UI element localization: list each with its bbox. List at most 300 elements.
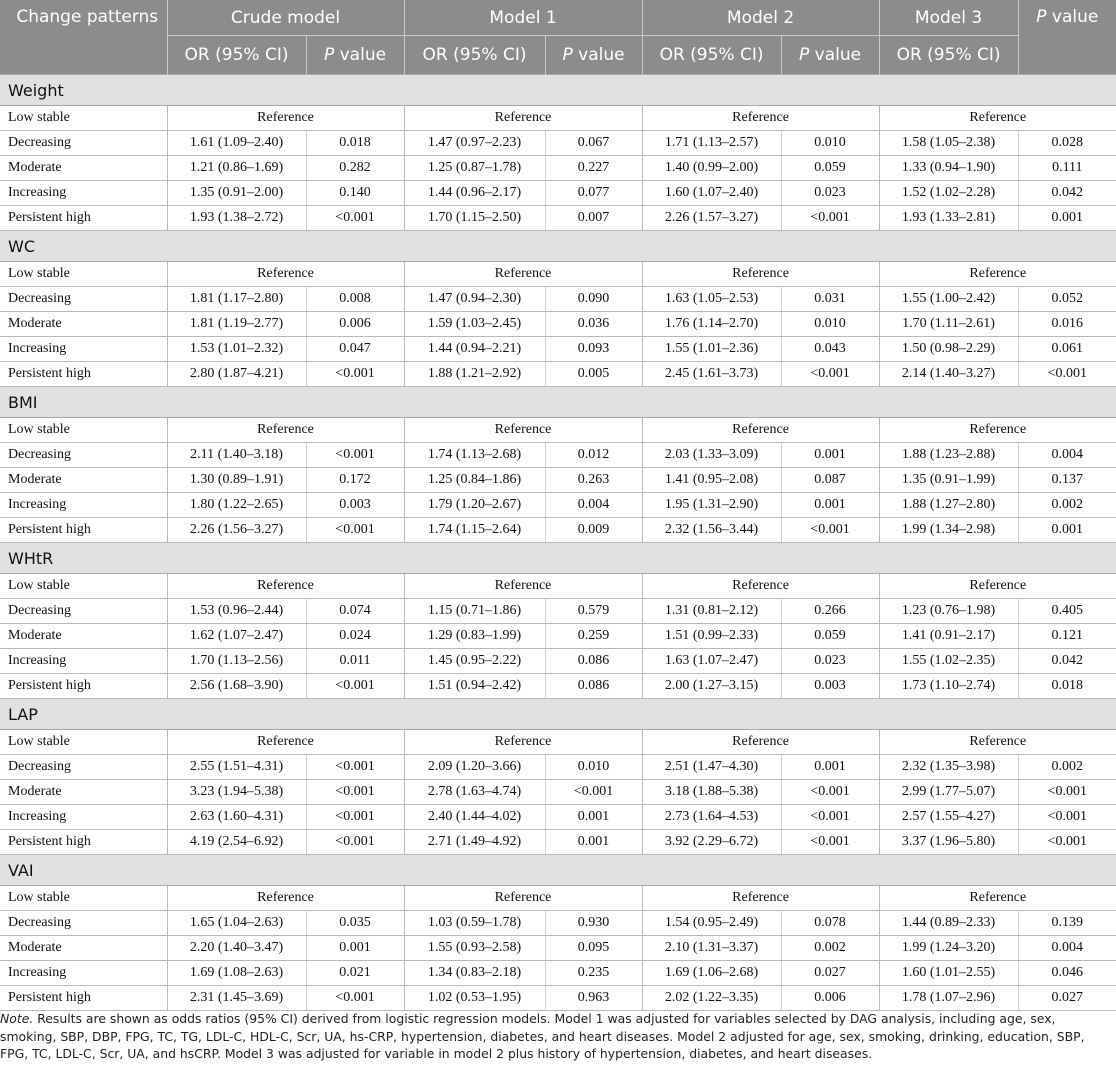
or-ci-cell: 1.81 (1.17–2.80) [167,287,306,312]
reference-cell: Reference [404,262,642,287]
or-ci-cell: 2.57 (1.55–4.27) [879,805,1018,830]
sub-or-ci: OR (95% CI) [404,36,545,75]
p-value-cell: 0.001 [545,805,642,830]
row-label: Decreasing [0,599,167,624]
p-value-cell: 0.011 [306,649,404,674]
group-row [0,75,1116,106]
or-ci-cell: 1.60 (1.07–2.40) [642,181,781,206]
p-value-cell: <0.001 [1018,362,1116,387]
table-row [0,755,1116,780]
p-value-cell: 0.266 [781,599,879,624]
or-ci-cell: 1.74 (1.15–2.64) [404,518,545,543]
p-value-cell: 0.016 [1018,312,1116,337]
or-ci-cell: 1.35 (0.91–2.00) [167,181,306,206]
or-ci-cell: 1.63 (1.07–2.47) [642,649,781,674]
row-label: Persistent high [0,830,167,855]
or-ci-cell: 1.58 (1.05–2.38) [879,131,1018,156]
p-value-cell: 0.008 [306,287,404,312]
or-ci-cell: 1.62 (1.07–2.47) [167,624,306,649]
p-value-cell: 0.042 [1018,649,1116,674]
or-ci-cell: 2.11 (1.40–3.18) [167,443,306,468]
or-ci-cell: 1.70 (1.13–2.56) [167,649,306,674]
or-ci-cell: 1.73 (1.10–2.74) [879,674,1018,699]
row-label: Decreasing [0,287,167,312]
or-ci-cell: 3.92 (2.29–6.72) [642,830,781,855]
p-value-cell: 0.074 [306,599,404,624]
p-value-cell: <0.001 [306,362,404,387]
col-model1: Model 1 [404,0,642,36]
p-value-cell: 0.004 [1018,443,1116,468]
p-value-cell: <0.001 [306,206,404,231]
or-ci-cell: 1.40 (0.99–2.00) [642,156,781,181]
p-value-cell: 0.078 [781,911,879,936]
reference-cell: Reference [642,262,879,287]
or-ci-cell: 1.35 (0.91–1.99) [879,468,1018,493]
or-ci-cell: 1.30 (0.89–1.91) [167,468,306,493]
or-ci-cell: 1.44 (0.89–2.33) [879,911,1018,936]
group-row [0,699,1116,730]
or-ci-cell: 3.18 (1.88–5.38) [642,780,781,805]
table-row [0,493,1116,518]
col-model2: Model 2 [642,0,879,36]
p-value-cell: <0.001 [306,780,404,805]
row-label: Increasing [0,805,167,830]
p-value-cell: <0.001 [545,780,642,805]
table-row [0,886,1116,911]
p-value-cell: <0.001 [1018,830,1116,855]
p-value-cell: 0.111 [1018,156,1116,181]
group-row [0,543,1116,574]
or-ci-cell: 1.55 (1.02–2.35) [879,649,1018,674]
row-label: Moderate [0,624,167,649]
reference-cell: Reference [642,730,879,755]
reference-cell: Reference [642,106,879,131]
group-label: BMI [0,387,1116,418]
or-ci-cell: 1.47 (0.97–2.23) [404,131,545,156]
p-value-cell: 0.140 [306,181,404,206]
reference-cell: Reference [642,418,879,443]
p-value-cell: 0.018 [306,131,404,156]
row-label: Moderate [0,936,167,961]
or-ci-cell: 2.71 (1.49–4.92) [404,830,545,855]
p-value-cell: 0.036 [545,312,642,337]
p-value-cell: 0.002 [781,936,879,961]
reference-cell: Reference [879,574,1116,599]
or-ci-cell: 1.95 (1.31–2.90) [642,493,781,518]
reference-cell: Reference [879,886,1116,911]
or-ci-cell: 1.71 (1.13–2.57) [642,131,781,156]
or-ci-cell: 1.69 (1.06–2.68) [642,961,781,986]
col-change-patterns: Change patterns [0,0,167,75]
p-value-cell: 0.012 [545,443,642,468]
or-ci-cell: 1.78 (1.07–2.96) [879,986,1018,1011]
or-ci-cell: 2.26 (1.57–3.27) [642,206,781,231]
p-value-cell: 0.095 [545,936,642,961]
or-ci-cell: 2.03 (1.33–3.09) [642,443,781,468]
table-row [0,780,1116,805]
sub-p-value: P value [545,36,642,75]
or-ci-cell: 1.69 (1.08–2.63) [167,961,306,986]
table-row [0,418,1116,443]
p-value-cell: 0.043 [781,337,879,362]
row-label: Persistent high [0,674,167,699]
table-row [0,961,1116,986]
p-value-cell: 0.001 [1018,518,1116,543]
or-ci-cell: 2.14 (1.40–3.27) [879,362,1018,387]
or-ci-cell: 4.19 (2.54–6.92) [167,830,306,855]
p-value-cell: 0.031 [781,287,879,312]
or-ci-cell: 1.47 (0.94–2.30) [404,287,545,312]
note-label: Note. [0,1011,34,1026]
table-row [0,206,1116,231]
col-model3: Model 3 [879,0,1018,36]
or-ci-cell: 2.09 (1.20–3.66) [404,755,545,780]
p-value-cell: 0.035 [306,911,404,936]
table-row [0,156,1116,181]
table-row [0,337,1116,362]
row-label: Increasing [0,337,167,362]
or-ci-cell: 1.53 (1.01–2.32) [167,337,306,362]
row-label: Persistent high [0,518,167,543]
p-value-cell: 0.002 [1018,755,1116,780]
p-value-cell: 0.067 [545,131,642,156]
p-value-cell: 0.077 [545,181,642,206]
p-value-cell: 0.930 [545,911,642,936]
or-ci-cell: 1.41 (0.91–2.17) [879,624,1018,649]
reference-cell: Reference [404,574,642,599]
or-ci-cell: 2.10 (1.31–3.37) [642,936,781,961]
table-row [0,181,1116,206]
or-ci-cell: 3.37 (1.96–5.80) [879,830,1018,855]
row-label: Moderate [0,780,167,805]
group-row [0,855,1116,886]
p-value-cell: 0.001 [781,443,879,468]
row-label: Decreasing [0,911,167,936]
p-value-cell: 0.282 [306,156,404,181]
or-ci-cell: 2.55 (1.51–4.31) [167,755,306,780]
table-row [0,518,1116,543]
p-value-cell: 0.005 [545,362,642,387]
p-value-cell: 0.001 [545,830,642,855]
or-ci-cell: 1.52 (1.02–2.28) [879,181,1018,206]
or-ci-cell: 2.45 (1.61–3.73) [642,362,781,387]
group-row [0,231,1116,262]
or-ci-cell: 1.76 (1.14–2.70) [642,312,781,337]
or-ci-cell: 1.25 (0.87–1.78) [404,156,545,181]
p-value-cell: 0.001 [1018,206,1116,231]
or-ci-cell: 2.31 (1.45–3.69) [167,986,306,1011]
or-ci-cell: 1.99 (1.24–3.20) [879,936,1018,961]
or-ci-cell: 1.29 (0.83–1.99) [404,624,545,649]
p-value-cell: 0.001 [781,493,879,518]
p-value-cell: 0.028 [1018,131,1116,156]
table-row [0,131,1116,156]
or-ci-cell: 1.88 (1.27–2.80) [879,493,1018,518]
or-ci-cell: 1.31 (0.81–2.12) [642,599,781,624]
p-value-cell: <0.001 [306,518,404,543]
reference-cell: Reference [642,574,879,599]
reference-cell: Reference [879,106,1116,131]
group-label: VAI [0,855,1116,886]
table-row [0,468,1116,493]
p-value-cell: 0.139 [1018,911,1116,936]
row-label: Low stable [0,574,167,599]
table-row [0,624,1116,649]
or-ci-cell: 1.60 (1.01–2.55) [879,961,1018,986]
or-ci-cell: 1.51 (0.99–2.33) [642,624,781,649]
p-value-cell: <0.001 [781,830,879,855]
p-value-cell: 0.046 [1018,961,1116,986]
p-value-cell: <0.001 [306,674,404,699]
p-value-cell: <0.001 [781,206,879,231]
p-value-cell: 0.093 [545,337,642,362]
sub-or-ci: OR (95% CI) [879,36,1018,75]
p-value-cell: 0.042 [1018,181,1116,206]
row-label: Moderate [0,156,167,181]
reference-cell: Reference [404,106,642,131]
p-value-cell: 0.023 [781,649,879,674]
p-value-cell: 0.059 [781,156,879,181]
p-value-cell: <0.001 [781,362,879,387]
or-ci-cell: 1.54 (0.95–2.49) [642,911,781,936]
sub-or-ci: OR (95% CI) [167,36,306,75]
p-value-cell: 0.001 [781,755,879,780]
table-row [0,312,1116,337]
p-value-cell: <0.001 [781,805,879,830]
row-label: Low stable [0,730,167,755]
group-label: WC [0,231,1116,262]
row-label: Decreasing [0,131,167,156]
or-ci-cell: 1.44 (0.96–2.17) [404,181,545,206]
table-row [0,574,1116,599]
or-ci-cell: 2.56 (1.68–3.90) [167,674,306,699]
row-label: Moderate [0,468,167,493]
p-value-cell: 0.137 [1018,468,1116,493]
group-row [0,387,1116,418]
p-value-cell: <0.001 [306,986,404,1011]
or-ci-cell: 1.41 (0.95–2.08) [642,468,781,493]
or-ci-cell: 1.79 (1.20–2.67) [404,493,545,518]
row-label: Moderate [0,312,167,337]
table-header [0,0,1116,75]
reference-cell: Reference [879,262,1116,287]
or-ci-cell: 2.02 (1.22–3.35) [642,986,781,1011]
p-value-cell: 0.227 [545,156,642,181]
row-label: Low stable [0,886,167,911]
p-value-cell: 0.086 [545,649,642,674]
note-text: Results are shown as odds ratios (95% CI) derived from logistic regression models. Model 1 was adjusted for variables selected by DAG analysis, including age, sex, smoking, SBP, DBP, FPG, TC, TG, LDL-C, HDL-C, Scr, UA, hs-CRP, hypertension, diabetes, and heart diseases. Model 2 adjusted for age, sex, smoking, drinking, education, SBP, FPG, TC, LDL-C, Scr, UA, and hsCRP. Model 3 was adjusted for variable in model 2 plus history of hypertension, diabetes, and heart diseases. [0,1011,1085,1061]
row-label: Persistent high [0,206,167,231]
or-ci-cell: 2.78 (1.63–4.74) [404,780,545,805]
p-value-cell: 0.059 [781,624,879,649]
p-value-cell: 0.027 [781,961,879,986]
table-row [0,443,1116,468]
p-value-cell: 0.259 [545,624,642,649]
reference-cell: Reference [879,418,1116,443]
or-ci-cell: 3.23 (1.94–5.38) [167,780,306,805]
or-ci-cell: 2.40 (1.44–4.02) [404,805,545,830]
or-ci-cell: 2.00 (1.27–3.15) [642,674,781,699]
or-ci-cell: 1.50 (0.98–2.29) [879,337,1018,362]
table-row [0,805,1116,830]
table-row [0,986,1116,1011]
row-label: Increasing [0,493,167,518]
or-ci-cell: 1.55 (1.00–2.42) [879,287,1018,312]
p-value-cell: <0.001 [781,518,879,543]
reference-cell: Reference [167,730,404,755]
table-row [0,106,1116,131]
p-value-cell: 0.052 [1018,287,1116,312]
or-ci-cell: 2.51 (1.47–4.30) [642,755,781,780]
p-value-cell: <0.001 [1018,780,1116,805]
table-row [0,830,1116,855]
row-label: Increasing [0,961,167,986]
p-value-cell: 0.002 [1018,493,1116,518]
or-ci-cell: 1.61 (1.09–2.40) [167,131,306,156]
or-ci-cell: 1.51 (0.94–2.42) [404,674,545,699]
table-row [0,911,1116,936]
p-value-cell: 0.009 [545,518,642,543]
or-ci-cell: 1.15 (0.71–1.86) [404,599,545,624]
p-value-cell: 0.047 [306,337,404,362]
p-value-cell: 0.007 [545,206,642,231]
table-body [0,75,1116,1011]
or-ci-cell: 1.63 (1.05–2.53) [642,287,781,312]
p-value-cell: 0.006 [781,986,879,1011]
or-ci-cell: 1.25 (0.84–1.86) [404,468,545,493]
reference-cell: Reference [167,262,404,287]
table-row [0,730,1116,755]
or-ci-cell: 1.59 (1.03–2.45) [404,312,545,337]
sub-p-value: P value [306,36,404,75]
table-row [0,599,1116,624]
or-ci-cell: 2.26 (1.56–3.27) [167,518,306,543]
or-ci-cell: 2.99 (1.77–5.07) [879,780,1018,805]
p-value-cell: 0.023 [781,181,879,206]
table-row [0,362,1116,387]
row-label: Decreasing [0,755,167,780]
row-label: Persistent high [0,362,167,387]
row-label: Decreasing [0,443,167,468]
p-value-cell: 0.004 [545,493,642,518]
p-value-cell: 0.003 [306,493,404,518]
or-ci-cell: 1.02 (0.53–1.95) [404,986,545,1011]
row-label: Low stable [0,262,167,287]
p-value-cell: 0.024 [306,624,404,649]
or-ci-cell: 1.03 (0.59–1.78) [404,911,545,936]
p-value-cell: 0.086 [545,674,642,699]
p-value-cell: 0.172 [306,468,404,493]
or-ci-cell: 2.63 (1.60–4.31) [167,805,306,830]
table-note [0,1010,1112,1063]
p-value-cell: 0.004 [1018,936,1116,961]
p-value-cell: 0.087 [781,468,879,493]
p-value-cell: 0.003 [781,674,879,699]
or-ci-cell: 1.55 (0.93–2.58) [404,936,545,961]
or-ci-cell: 1.93 (1.33–2.81) [879,206,1018,231]
or-ci-cell: 2.20 (1.40–3.47) [167,936,306,961]
reference-cell: Reference [879,730,1116,755]
or-ci-cell: 1.34 (0.83–2.18) [404,961,545,986]
or-ci-cell: 1.93 (1.38–2.72) [167,206,306,231]
p-value-cell: <0.001 [306,830,404,855]
reference-cell: Reference [642,886,879,911]
p-value-cell: 0.963 [545,986,642,1011]
p-value-cell: 0.010 [781,131,879,156]
p-value-cell: <0.001 [306,443,404,468]
row-label: Persistent high [0,986,167,1011]
p-value-cell: 0.579 [545,599,642,624]
col-crude-model: Crude model [167,0,404,36]
p-value-cell: 0.018 [1018,674,1116,699]
or-ci-cell: 1.74 (1.13–2.68) [404,443,545,468]
or-ci-cell: 1.55 (1.01–2.36) [642,337,781,362]
or-ci-cell: 1.33 (0.94–1.90) [879,156,1018,181]
reference-cell: Reference [167,574,404,599]
or-ci-cell: 1.53 (0.96–2.44) [167,599,306,624]
table-row [0,674,1116,699]
row-label: Low stable [0,418,167,443]
or-ci-cell: 1.23 (0.76–1.98) [879,599,1018,624]
or-ci-cell: 1.88 (1.21–2.92) [404,362,545,387]
sub-or-ci: OR (95% CI) [642,36,781,75]
reference-cell: Reference [167,106,404,131]
p-value-cell: 0.263 [545,468,642,493]
or-ci-cell: 1.65 (1.04–2.63) [167,911,306,936]
group-label: Weight [0,75,1116,106]
row-label: Low stable [0,106,167,131]
or-ci-cell: 1.21 (0.86–1.69) [167,156,306,181]
p-value-cell: <0.001 [1018,805,1116,830]
table-row [0,936,1116,961]
row-label: Increasing [0,649,167,674]
p-value-cell: 0.001 [306,936,404,961]
or-ci-cell: 1.70 (1.15–2.50) [404,206,545,231]
or-ci-cell: 1.81 (1.19–2.77) [167,312,306,337]
or-ci-cell: 1.80 (1.22–2.65) [167,493,306,518]
p-value-cell: 0.405 [1018,599,1116,624]
row-label: Increasing [0,181,167,206]
or-ci-cell: 2.73 (1.64–4.53) [642,805,781,830]
p-value-cell: <0.001 [306,805,404,830]
reference-cell: Reference [167,886,404,911]
p-value-cell: <0.001 [306,755,404,780]
reference-cell: Reference [404,418,642,443]
group-label: LAP [0,699,1116,730]
group-label: WHtR [0,543,1116,574]
reference-cell: Reference [404,730,642,755]
p-value-cell: 0.010 [781,312,879,337]
p-value-cell: 0.010 [545,755,642,780]
or-ci-cell: 1.88 (1.23–2.88) [879,443,1018,468]
or-ci-cell: 1.45 (0.95–2.22) [404,649,545,674]
or-ci-cell: 2.80 (1.87–4.21) [167,362,306,387]
table-row [0,649,1116,674]
table-row [0,287,1116,312]
p-value-cell: <0.001 [781,780,879,805]
p-value-cell: 0.027 [1018,986,1116,1011]
col-p-value-model3: P value [1018,0,1116,75]
p-value-cell: 0.021 [306,961,404,986]
or-ci-cell: 2.32 (1.35–3.98) [879,755,1018,780]
p-value-cell: 0.061 [1018,337,1116,362]
reference-cell: Reference [404,886,642,911]
reference-cell: Reference [167,418,404,443]
or-ci-cell: 1.44 (0.94–2.21) [404,337,545,362]
or-ci-cell: 2.32 (1.56–3.44) [642,518,781,543]
table-row [0,262,1116,287]
sub-p-value: P value [781,36,879,75]
